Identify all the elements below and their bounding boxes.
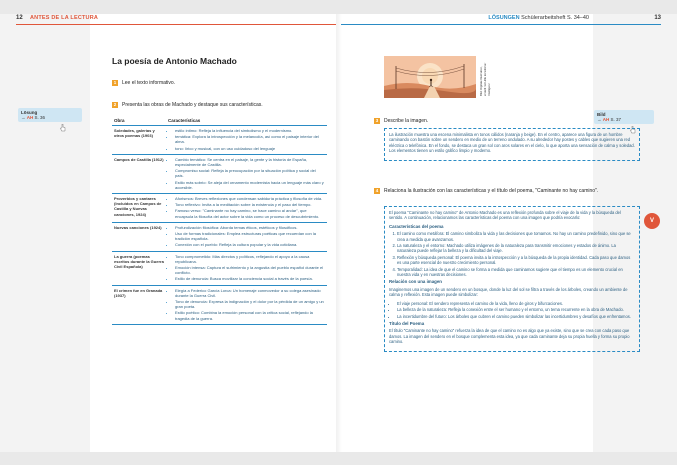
work-title: Soledades, galerías y otros poemas (1903) bbox=[112, 126, 166, 155]
task-number: 3 bbox=[375, 118, 379, 123]
link-arrow-icon: → bbox=[21, 115, 26, 120]
solutions-label: LÖSUNGEN bbox=[488, 15, 520, 21]
answer-describe-image bbox=[384, 128, 640, 161]
answer-list-item: 1. El camino como metáfora: El camino simboliza la vida y las decisiones que tomamos. No hay un camino predefinido, sino que se crea a medida que avanzamos. bbox=[397, 231, 635, 242]
work-title: Proverbios y cantares (Incluidos en Campos de Castilla y Nuevas canciones, 1924) bbox=[112, 194, 166, 223]
table-header: Obra bbox=[112, 116, 166, 126]
feature-item: • tono: lírico y musical, con un uso cuidadoso del lenguaje bbox=[175, 146, 325, 151]
answer-intro: El poema "Caminante no hay camino" de Antonio Machado es una reflexión profunda sobre el viaje de la vida y la búsqueda del sentido. A continuación, relacionamos las características del poema con una imagen que podría evocarlo: bbox=[389, 210, 621, 221]
hand-cursor-icon bbox=[60, 124, 66, 132]
feature-item: • Estilo más sobrio: Se aleja del ornamento modernista hacia un lenguaje más claro y accesible. bbox=[175, 180, 325, 190]
work-features bbox=[166, 251, 327, 285]
task-number: 2 bbox=[113, 102, 117, 107]
illustration-walker bbox=[384, 56, 476, 98]
page-gutter bbox=[336, 14, 342, 452]
margin-image-code: AH bbox=[602, 117, 610, 122]
solutions-ref bbox=[488, 15, 589, 21]
work-features bbox=[166, 126, 327, 155]
feature-item: • Cambio temático: Se centra en el paisaje, la gente y la historia de España, especialmente de Castilla. bbox=[175, 157, 325, 167]
page-title: La poesía de Antonio Machado bbox=[112, 56, 237, 66]
margin-solution-box[interactable] bbox=[18, 108, 82, 122]
task-text: Relaciona la ilustración con las características y el título del poema, "Caminante no hay camino". bbox=[384, 188, 599, 194]
work-features bbox=[166, 194, 327, 223]
answer-heading: Características del poema bbox=[389, 223, 444, 229]
margin-image-box[interactable] bbox=[594, 110, 654, 124]
answer-paragraph: Imaginemos una imagen de un sendero en un bosque, donde la luz del sol se filtra a través de los árboles, creando un ambiente de calma y reflexión. Esta imagen puede simbolizar: bbox=[389, 286, 628, 298]
left-margin bbox=[0, 14, 90, 452]
task-number: 4 bbox=[375, 188, 379, 193]
feature-item: • Conexión con el pueblo: Refleja la cultura popular y la vida cotidiana. bbox=[175, 242, 325, 247]
work-features bbox=[166, 154, 327, 193]
table-row bbox=[112, 194, 327, 223]
feature-item: • Tono reflexivo: Invita a la meditación sobre la existencia y el paso del tiempo. bbox=[175, 202, 325, 207]
header-rule-left bbox=[16, 24, 336, 25]
chapter-badge[interactable]: V bbox=[644, 213, 660, 229]
table-row bbox=[112, 251, 327, 285]
work-title: Nuevas canciones (1924) bbox=[112, 222, 166, 251]
table-row bbox=[112, 222, 327, 251]
feature-item: • Tono de denuncia: Expresa la indignación y el dolor por la pérdida de un amigo y un gran poeta. bbox=[175, 299, 325, 309]
work-title: Campos de Castilla (1912) bbox=[112, 154, 166, 193]
solutions-pages: Schülerarbeitsheft S. 34–40 bbox=[521, 15, 589, 21]
answer-relate-image bbox=[384, 206, 640, 352]
answer-list-item: • El viaje personal: El sendero representa el camino de la vida, lleno de giros y bifurcaciones. bbox=[397, 301, 635, 306]
feature-item: • Estilo poético: Combina la emoción personal con la crítica social, reflejando la tragedia de la guerra. bbox=[175, 310, 325, 320]
margin-image-label: Bild bbox=[597, 112, 606, 117]
margin-solution-code: AH bbox=[26, 115, 34, 120]
answer-list-item: 4. Temporalidad: La idea de que el camino se forma a medida que caminamos sugiere que el tiempo es un elemento crucial en nuestra vida y en nuestras decisiones. bbox=[397, 267, 635, 278]
feature-item: • Elegía a Federico García Lorca: Un homenaje conmovedor a su colega asesinado durante la Guerra Civil. bbox=[175, 288, 325, 298]
answer-list-item: • La incertidumbre del futuro: Los árboles que cubren el camino pueden simbolizar las incertidumbres y desafíos que enfrentamos. bbox=[397, 314, 635, 319]
feature-item: • Famoso verso: "Caminante no hay camino, se hace camino al andar", que encapsula la filosofía del actor sobre la vida como un proceso de descubrimiento. bbox=[175, 208, 325, 218]
works-table bbox=[112, 116, 327, 325]
feature-item: • Compromiso social: Refleja la preocupación por la situación política y social del país. bbox=[175, 168, 325, 178]
margin-image-page: S. 37 bbox=[610, 117, 622, 122]
answer-text: La ilustración muestra una escena minimalista en tonos cálidos (naranja y beige). En el centro, aparece una figura de un hombre caminando con bastón sobre un sendero en medio de un terreno ondulado. A su alrededor hay postes y cables que sugieren una red eléctrica o telefónica. En el fondo, se destaca un gran sol con aros solares en el cielo, lo que aporta una sensación de calma y soledad. Los elementos tienen un estilo gráfico limpio y moderno. bbox=[389, 132, 635, 154]
task-text: Lee el texto informativo. bbox=[122, 80, 176, 86]
table-header: Características bbox=[166, 116, 327, 126]
answer-paragraph: El título "Caminante no hay camino" refuerza la idea de que el camino no es algo que ya existe, sino que se crea con cada paso que damos. La imagen del sendero en el bosque complementa esta idea, ya que cada caminante deja su propia huella y forma su propio camino. bbox=[389, 328, 630, 345]
feature-item: • Estilo de denuncia: Busca movilizar la conciencia social a través de la poesía. bbox=[175, 276, 325, 281]
illustration-caption: Bild: Digitale Illustration, erstellt mit Hilfe künstlicher Intelligenz bbox=[479, 62, 491, 96]
right-page-number: 13 bbox=[654, 15, 661, 21]
table-row bbox=[112, 126, 327, 155]
feature-item: • Tono comprometido: Más directos y políticos, reflejando el apoyo a la causa republicana. bbox=[175, 254, 325, 264]
section-title: ANTES DE LA LECTURA bbox=[30, 15, 99, 21]
feature-item: • Uso de formas tradicionales: Emplea estructuras poéticas que recuerdan con la tradición española. bbox=[175, 231, 325, 241]
margin-solution-page: S. 36 bbox=[34, 115, 46, 120]
feature-item: • temática: Explora la introspección y la melancolía, así como el paisaje interior del alma. bbox=[175, 134, 325, 144]
work-features bbox=[166, 222, 327, 251]
table-row bbox=[112, 285, 327, 324]
answer-list-item: 2. La naturaleza y el entorno: Machado utiliza imágenes de la naturaleza para transmitir emociones y estados de ánimo. La naturaleza puede reflejar la belleza y la dificultad del viaje. bbox=[397, 243, 635, 254]
answer-list-item: • La belleza de la naturaleza: Refleja la conexión entre el ser humano y el entorno, un tema recurrente en la obra de Machado. bbox=[397, 307, 635, 312]
feature-item: • Emoción intensa: Captura el sufrimiento y la angustia del pueblo español durante el conflicto. bbox=[175, 265, 325, 275]
task-text: Describe la imagen. bbox=[384, 118, 429, 124]
answer-list-item: 3. Reflexión y búsqueda personal: El poema invita a la introspección y a la búsqueda de la propia identidad. Cada paso que damos es una parte esencial de nuestro crecimiento personal. bbox=[397, 255, 635, 266]
feature-item: • Profundización filosófica: Aborda temas éticos, estéticos y filosóficos. bbox=[175, 225, 325, 230]
task-text: Presenta las obras de Machado y destaque sus características. bbox=[122, 102, 263, 108]
work-title: La guerra (poemas escritos durante la Guerra Civil Española) bbox=[112, 251, 166, 285]
feature-item: • estilo íntimo: Refleja la influencia del simbolismo y el modernismo. bbox=[175, 128, 325, 133]
work-title: El crimen fue en Granada (1937) bbox=[112, 285, 166, 324]
feature-item: • Aforismos: Breves reflexiones que condensan sabiduría práctica y filosofía de vida. bbox=[175, 196, 325, 201]
work-features bbox=[166, 285, 327, 324]
answer-heading: Título del Poema bbox=[389, 320, 425, 326]
margin-solution-label: Lösung bbox=[21, 110, 38, 115]
task-number: 1 bbox=[113, 80, 117, 85]
answer-heading: Relación con una imagen bbox=[389, 279, 442, 285]
table-row bbox=[112, 154, 327, 193]
left-page-number: 12 bbox=[16, 15, 23, 21]
link-arrow-icon: → bbox=[597, 117, 602, 122]
header-rule-right bbox=[341, 24, 661, 25]
